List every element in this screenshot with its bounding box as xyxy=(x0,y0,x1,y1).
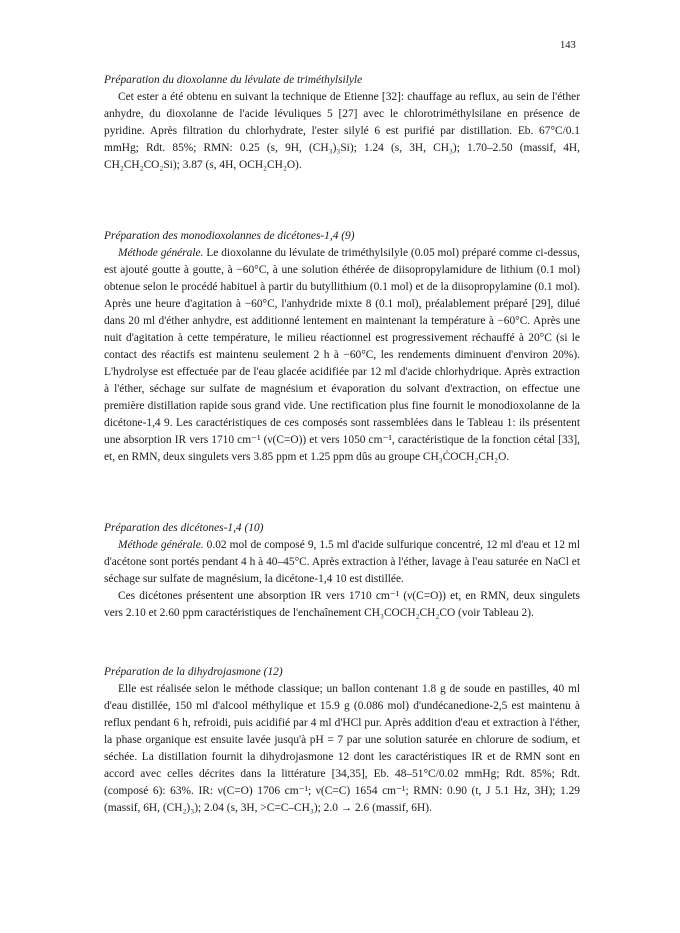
paragraph-lead: Méthode générale. xyxy=(118,539,204,551)
section-diketones xyxy=(104,520,580,622)
paragraph xyxy=(104,681,580,817)
section-heading: Préparation du dioxolanne du lévulate de triméthylsilyle xyxy=(104,74,363,86)
paragraph-text: Ces dicétones présentent une absorption IR vers 1710 cm⁻¹ (ν(C=O)) et, en RMN, deux singulets vers 2.10 et 2.60 ppm caractéristiques de l'enchaînement CH₃COCH₂CH₂CO (voir Tableau 2). xyxy=(104,590,580,619)
section-dihydrojasmone xyxy=(104,664,580,817)
paragraph xyxy=(104,588,580,622)
section-heading: Préparation des monodioxolannes de dicétones-1,4 (9) xyxy=(104,230,355,242)
page-number: 143 xyxy=(560,40,576,51)
paragraph-text: Cet ester a été obtenu en suivant la technique de Etienne [32]: chauffage au reflux, au sein de l'éther anhydre, du dioxolanne de l'acide lévuliques 5 [27] avec le chlorotriméthylsilane en présence de pyridine. Après filtration du chlorhydrate, l'ester silylé 6 est purifié par distillation. Eb. 67°C/0.1 mmHg; Rdt. 85%; RMN: 0.25 (s, 9H, (CH₃)₃Si); 1.24 (s, 3H, CH₃); 1.70–2.50 (massif, 4H, CH₂CH₂CO₂Si); 3.87 (s, 4H, OCH₂CH₂O). xyxy=(104,91,580,171)
section-heading: Préparation de la dihydrojasmone (12) xyxy=(104,666,283,678)
paragraph xyxy=(104,245,580,466)
section-silyl-ester xyxy=(104,72,580,174)
paragraph-text: Elle est réalisée selon le méthode classique; un ballon contenant 1.8 g de soude en pastilles, 40 ml d'eau distillée, 150 ml d'alcool méthylique et 15.9 g (0.086 mol) d'undécanedione-2,5 est maintenu à reflux pendant 6 h, refroidi, puis acidifié par 4 ml d'HCl pur. Après addition d'eau et extraction à l'éther, la phase organique est ensuite lavée jusqu'à pH = 7 par une solution saturée en chlorure de sodium, et séchée. La distillation fournit la dihydrojasmone 12 dont les caractéristiques IR et de RMN sont en accord avec celles décrites dans la littérature [34,35], Eb. 48–51°C/0.02 mmHg; Rdt. 85%; Rdt. (composé 6): 63%. IR: ν(C=O) 1706 cm⁻¹; ν(C=C) 1654 cm⁻¹; RMN: 0.90 (t, J 5.1 Hz, 3H); 1.29 (massif, 6H, (CH₂)₃); 2.04 (s, 3H, >C=C–CH₃); 2.0 → 2.6 (massif, 6H). xyxy=(104,683,580,814)
paragraph xyxy=(104,89,580,174)
section-heading: Préparation des dicétones-1,4 (10) xyxy=(104,522,264,534)
paragraph-text: Le dioxolanne du lévulate de triméthylsilyle (0.05 mol) préparé comme ci-dessus, est ajouté goutte à goutte, à −60°C, à une solution éthérée de diisopropylamidure de lithium (0.1 mol) obtenue selon le procédé habituel à partir du butyllithium (0.1 mol) et de la diisopropylamine (0.1 mol). Après une heure d'agitation à −60°C, l'anhydride mixte 8 (0.1 mol), préalablement préparé [29], dilué dans 20 ml d'éther anhydre, est additionné lentement en maintenant la température à −60°C. Après une nuit d'agitation à cette température, le milieu réactionnel est progressivement réchauffé à 20°C (si le contact des réactifs est maintenu seulement 2 h à −60°C, les rendements diminuent d'environ 20%). L'hydrolyse est effectuée par de l'eau glacée acidifiée par 12 ml d'acide chlorhydrique. Après extraction à l'éther, séchage sur sulfate de magnésium et évaporation du solvant d'extraction, on effectue une première distillation rapide sous grand vide. Une rectification plus fine fournit le monodioxolanne de la dicétone-1,4 9. Les caractéristiques de ces composés sont rassemblées dans le Tableau 1: ils présentent une absorption IR vers 1710 cm⁻¹ (ν(C=O)) et vers 1050 cm⁻¹, caractéristique de la fonction cétal [33], et, en RMN, deux singulets vers 3.85 ppm et 1.25 ppm dûs au groupe CH₃ĊOCH₂CH₂O. xyxy=(104,247,580,463)
paragraph-lead: Méthode générale. xyxy=(118,247,204,259)
section-monodioxolanes xyxy=(104,228,580,466)
paragraph-text: 0.02 mol de composé 9, 1.5 ml d'acide sulfurique concentré, 12 ml d'eau et 12 ml d'acétone sont portés pendant 4 h à 40–45°C. Après extraction à l'éther, lavage à l'eau saturée en NaCl et séchage sur sulfate de magnésium, la dicétone-1,4 10 est distillée. xyxy=(104,539,580,585)
paragraph xyxy=(104,537,580,588)
